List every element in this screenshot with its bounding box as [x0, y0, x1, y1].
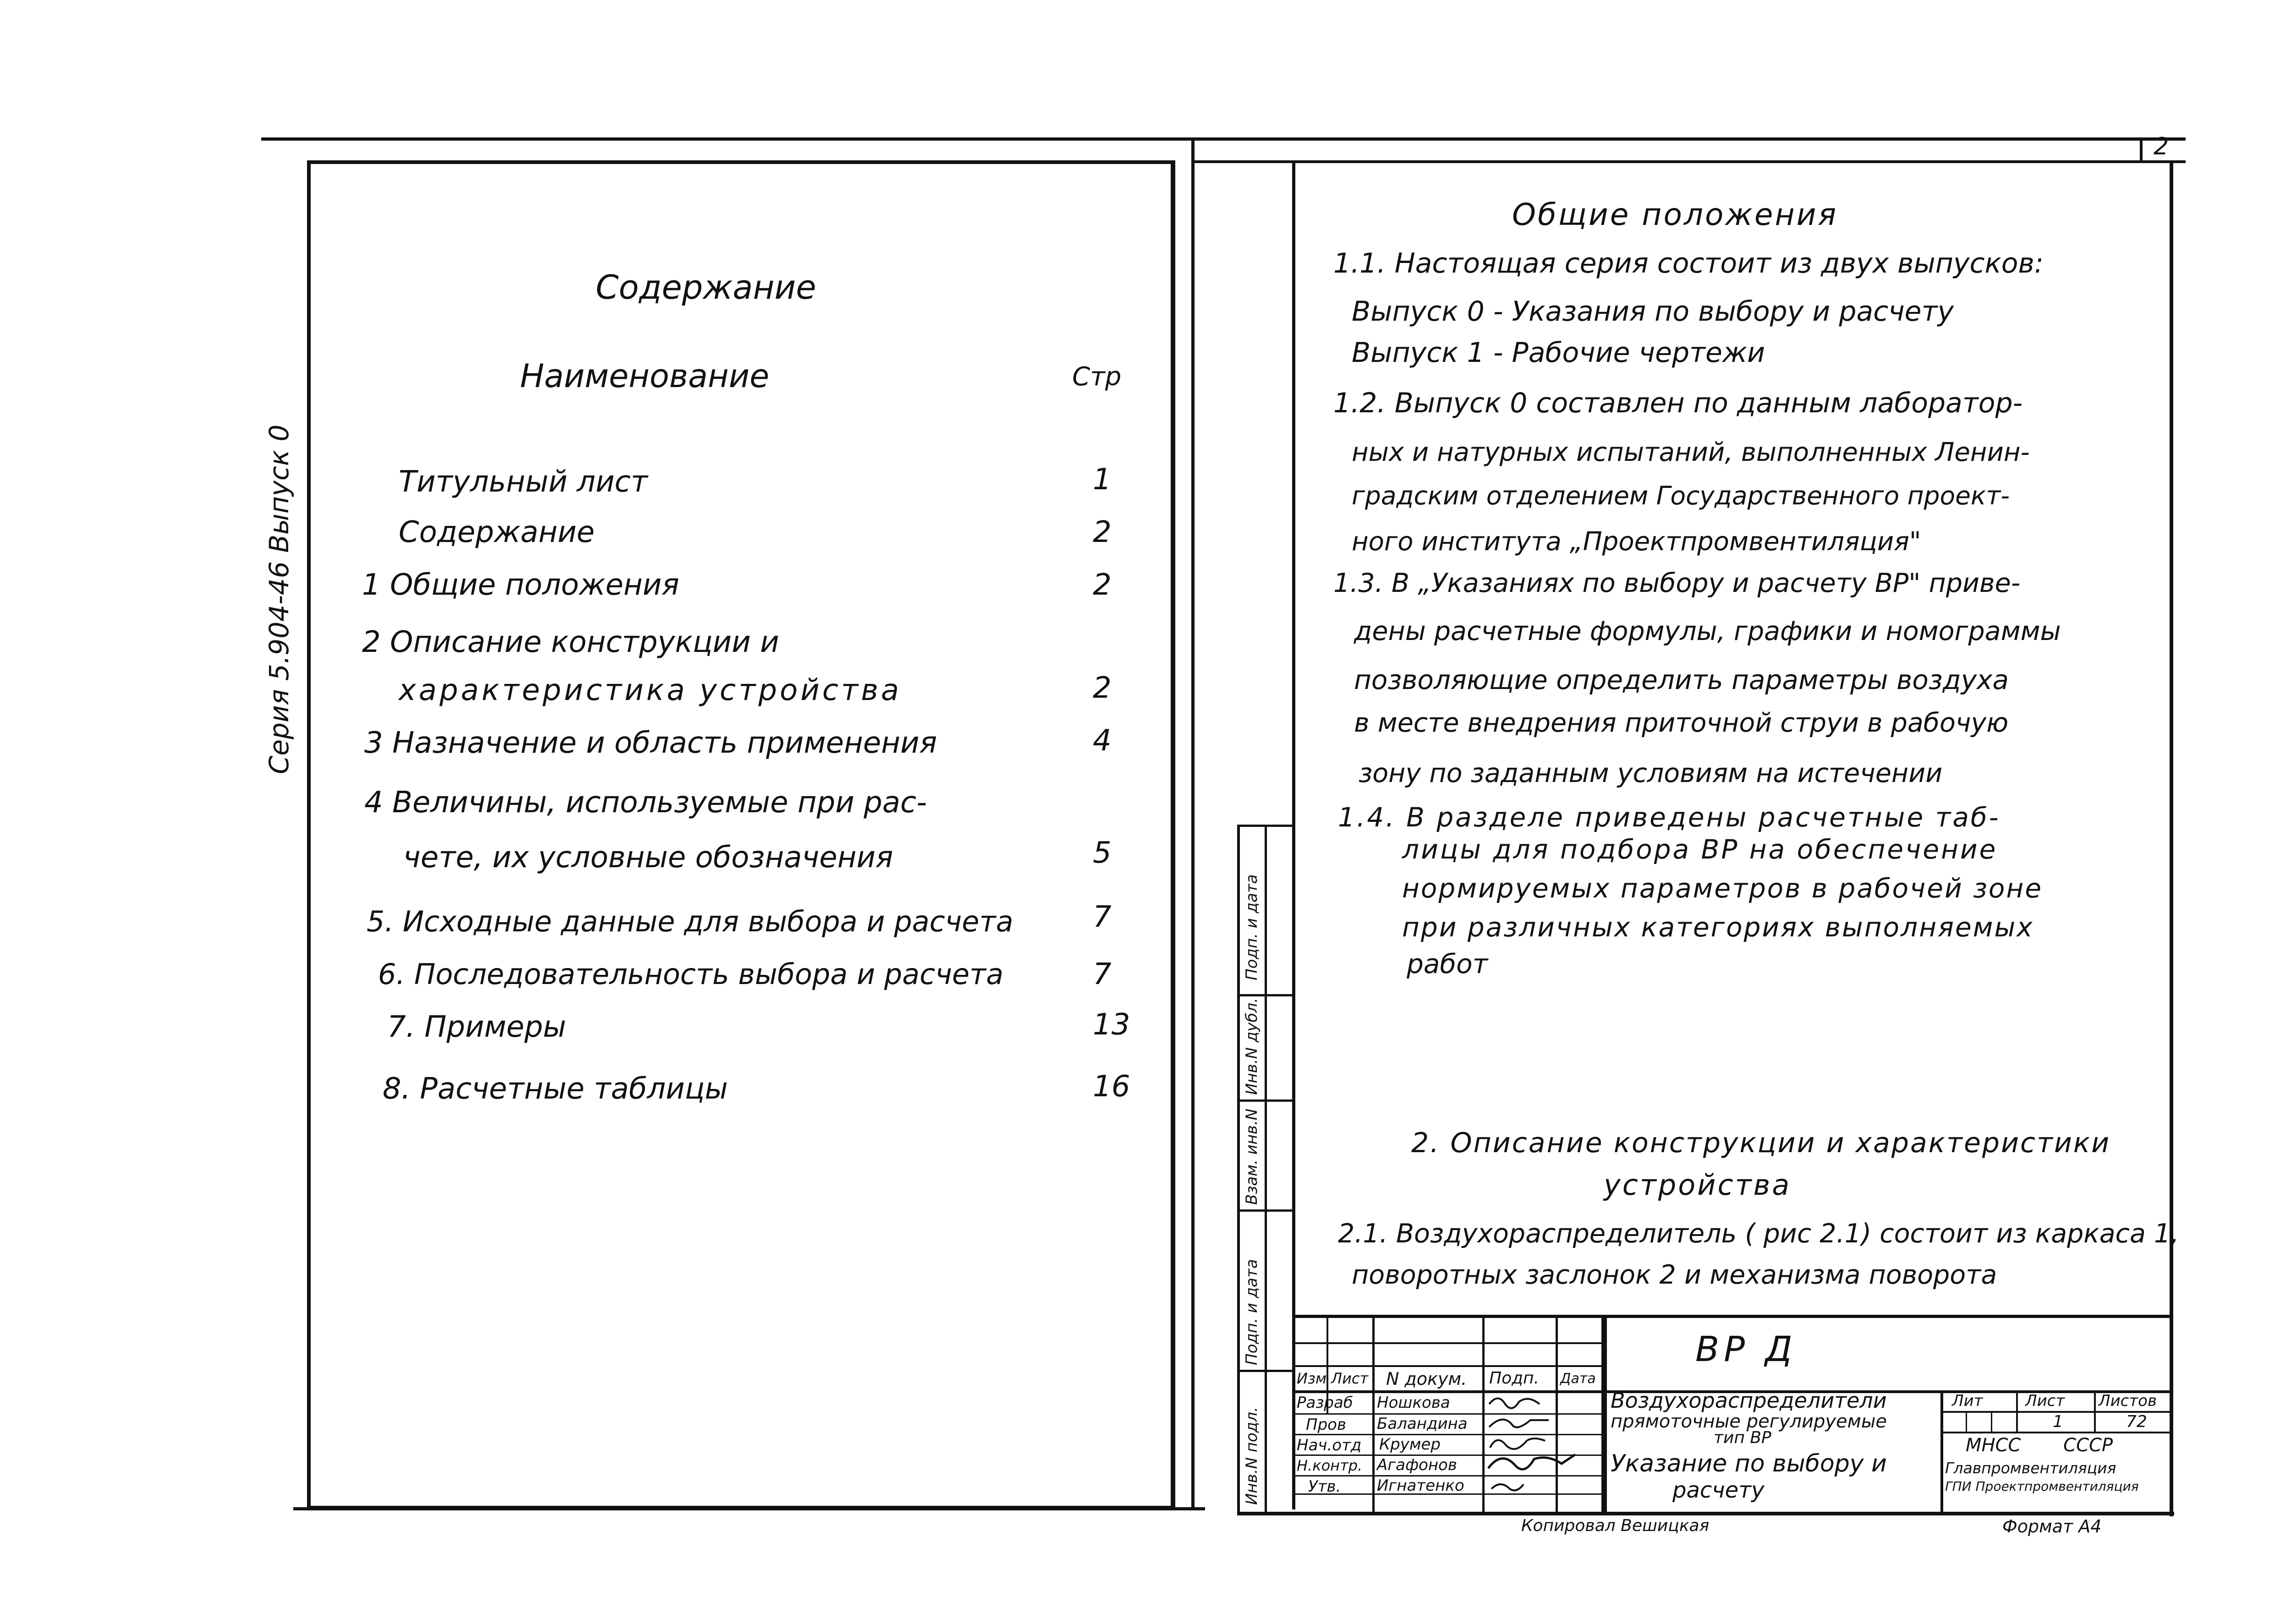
sheet-number: 2 — [2154, 133, 2169, 160]
side-strip-outer — [1237, 825, 1240, 1512]
toc-item-page: 13 — [1093, 1008, 1130, 1042]
toc-item-page: 7 — [1093, 957, 1112, 991]
toc-item-text: 4 Величины, используемые при рас- — [364, 786, 927, 820]
section1-line: Выпуск 0 - Указания по выбору и расчету — [1352, 295, 1954, 328]
side-strip-div4 — [1237, 1370, 1294, 1372]
spine-text: Серия 5.904-46 Выпуск 0 — [263, 424, 295, 774]
tb-doc-title-line: тип ВР — [1714, 1428, 1771, 1447]
toc-item-text: 1 Общие положения — [362, 568, 680, 602]
section1-line: 1.1. Настоящая серия состоит из двух выпусков: — [1333, 247, 2044, 279]
tb-rule — [1294, 1365, 1606, 1367]
tb-vrule-main — [1604, 1315, 1607, 1512]
toc-item-page: 2 — [1093, 671, 1112, 705]
toc-column-page: Стр — [1072, 362, 1122, 392]
tb-rule — [1940, 1432, 2172, 1433]
section2-line: поворотных заслонок 2 и механизма поворота — [1352, 1260, 1997, 1290]
section1-line: ных и натурных испытаний, выполненных Ленин- — [1352, 437, 2030, 467]
side-label: Инв.N подл. — [1243, 1407, 1261, 1505]
tb-vrule — [1991, 1411, 1992, 1432]
tb-vrule — [1940, 1390, 1943, 1512]
side-strip-div1 — [1237, 994, 1294, 996]
toc-item-page: 5 — [1093, 836, 1112, 870]
top-rule-lower — [1194, 160, 2186, 163]
toc-item-text: 5. Исходные данные для выбора и расчета — [367, 905, 1014, 938]
signature — [1488, 1454, 1575, 1469]
tb-header-list: Лист — [1331, 1370, 1369, 1387]
section1-line: зону по заданным условиям на истечении — [1359, 758, 1943, 788]
tb-doc-subtitle-line: расчету — [1672, 1477, 1765, 1503]
toc-item-text: 3 Назначение и область применения — [364, 726, 937, 760]
tb-name: Крумер — [1379, 1435, 1441, 1454]
side-label: Подп. и дата — [1243, 874, 1261, 980]
section2-line: 2.1. Воздухораспределитель ( рис 2.1) состоит из каркаса 1, — [1338, 1219, 2179, 1249]
section1-line: 1.2. Выпуск 0 составлен по данным лаборатор- — [1333, 387, 2023, 419]
tb-name: Баландина — [1377, 1415, 1468, 1433]
toc-item-text: характеристика устройства — [399, 673, 902, 707]
signature — [1489, 1420, 1549, 1427]
signature — [1490, 1438, 1545, 1449]
tb-role: Пров — [1306, 1416, 1346, 1434]
toc-item-text: 7. Примеры — [387, 1010, 566, 1044]
section1-line: дены расчетные формулы, графики и номограммы — [1354, 616, 2061, 646]
tb-header-sign: Подп. — [1489, 1369, 1539, 1388]
side-label: Взам. инв.N — [1243, 1108, 1261, 1205]
section1-line: ного института „Проектпромвентиляция" — [1352, 527, 1921, 557]
toc-item-text: Содержание — [399, 515, 595, 549]
toc-item-page: 2 — [1093, 515, 1112, 549]
signature — [1491, 1484, 1524, 1490]
signature-scribbles — [1485, 1390, 1599, 1512]
tb-org-line: МНСС СССР — [1966, 1435, 2113, 1456]
tb-role: Н.контр. — [1297, 1457, 1363, 1474]
top-rule — [261, 137, 2186, 141]
tb-name: Ношкова — [1377, 1394, 1450, 1412]
left-bottom-rule — [293, 1507, 1205, 1510]
toc-item-page: 2 — [1093, 568, 1112, 602]
side-label: Подп. и дата — [1243, 1259, 1261, 1365]
toc-item-text: чете, их условные обозначения — [403, 841, 893, 875]
section1-line: работ — [1407, 948, 1488, 979]
right-frame-right — [2170, 160, 2173, 1516]
tb-code: ВР Д — [1695, 1329, 1797, 1369]
tb-doc-subtitle-line: Указание по выбору и — [1611, 1450, 1887, 1477]
tb-role: Утв. — [1308, 1477, 1341, 1496]
section1-line: градским отделением Государственного проект- — [1352, 481, 2010, 510]
toc-item-text: 2 Описание конструкции и — [362, 625, 779, 659]
tb-role: Нач.отд — [1297, 1436, 1362, 1454]
tb-sheet-value: 1 — [2053, 1412, 2063, 1431]
right-frame-left — [1292, 160, 1295, 1509]
tb-rule — [1294, 1342, 1606, 1344]
footer-format: Формат А4 — [2002, 1516, 2102, 1537]
tb-header-date: Дата — [1560, 1371, 1596, 1387]
side-label: Инв.N дубл. — [1243, 998, 1261, 1095]
tb-sheets-value: 72 — [2126, 1412, 2147, 1431]
section1-line: Выпуск 1 - Рабочие чертежи — [1352, 337, 1765, 369]
section2-title-line2: устройства — [1604, 1168, 1792, 1202]
toc-title: Содержание — [596, 268, 817, 306]
side-strip-inner — [1265, 825, 1267, 1512]
tb-sheet-label: Лист — [2025, 1392, 2065, 1410]
toc-item-text: Титульный лист — [399, 465, 648, 499]
toc-item-page: 1 — [1093, 463, 1112, 497]
section1-line: лицы для подбора ВР на обеспечение — [1402, 834, 1998, 865]
section2-title-line1: 2. Описание конструкции и характеристики — [1411, 1127, 2111, 1159]
footer-copied: Копировал Вешицкая — [1521, 1516, 1710, 1535]
tb-sheets-label: Листов — [2099, 1392, 2157, 1410]
tb-lit-label: Лит — [1952, 1392, 1983, 1410]
tb-vrule — [1372, 1315, 1375, 1512]
signature — [1489, 1399, 1540, 1408]
side-strip-top — [1237, 825, 1294, 827]
section1-title: Общие положения — [1512, 197, 1838, 232]
tb-header-doc: N докум. — [1386, 1369, 1467, 1389]
toc-item-text: 6. Последовательность выбора и расчета — [378, 957, 1003, 991]
section1-line: в месте внедрения приточной струи в рабочую — [1354, 708, 2009, 738]
toc-item-text: 8. Расчетные таблицы — [383, 1072, 728, 1106]
tb-name: Игнатенко — [1377, 1476, 1464, 1495]
toc-item-page: 16 — [1093, 1070, 1130, 1104]
section1-line: нормируемых параметров в рабочей зоне — [1402, 873, 2043, 904]
tb-org-line: Главпромвентиляция — [1945, 1459, 2116, 1477]
tb-doc-title-line: прямоточные регулируемые — [1611, 1411, 1887, 1432]
side-strip-div2 — [1237, 1099, 1294, 1102]
spine-rule-1 — [1171, 160, 1173, 1509]
toc-item-page: 7 — [1093, 900, 1112, 934]
tb-vrule — [1966, 1411, 1967, 1432]
section1-line: при различных категориях выполняемых — [1402, 912, 2034, 943]
toc-column-name: Наименование — [520, 357, 769, 395]
toc-item-page: 4 — [1093, 724, 1112, 758]
tb-top — [1294, 1315, 2172, 1318]
tb-vrule — [2094, 1390, 2096, 1432]
tb-vrule — [2016, 1390, 2018, 1432]
tb-doc-title-line: Воздухораспределители — [1611, 1388, 1887, 1413]
right-frame-bottom — [1237, 1512, 2174, 1515]
section1-line: 1.3. В „Указаниях по выбору и расчету ВР" приве- — [1333, 568, 2021, 598]
tb-org-line: ГПИ Проектпромвентиляция — [1945, 1479, 2139, 1494]
section1-line: 1.4. В разделе приведены расчетные таб- — [1338, 802, 2001, 833]
tb-name: Агафонов — [1377, 1456, 1457, 1474]
spine-rule-2 — [1191, 137, 1195, 1509]
tb-header-izm: Изм — [1297, 1370, 1327, 1387]
section1-line: позволяющие определить параметры воздуха — [1354, 664, 2009, 695]
side-strip-div3 — [1237, 1209, 1294, 1212]
sheet-number-box-left — [2140, 137, 2143, 163]
tb-role: Разраб — [1297, 1394, 1353, 1412]
